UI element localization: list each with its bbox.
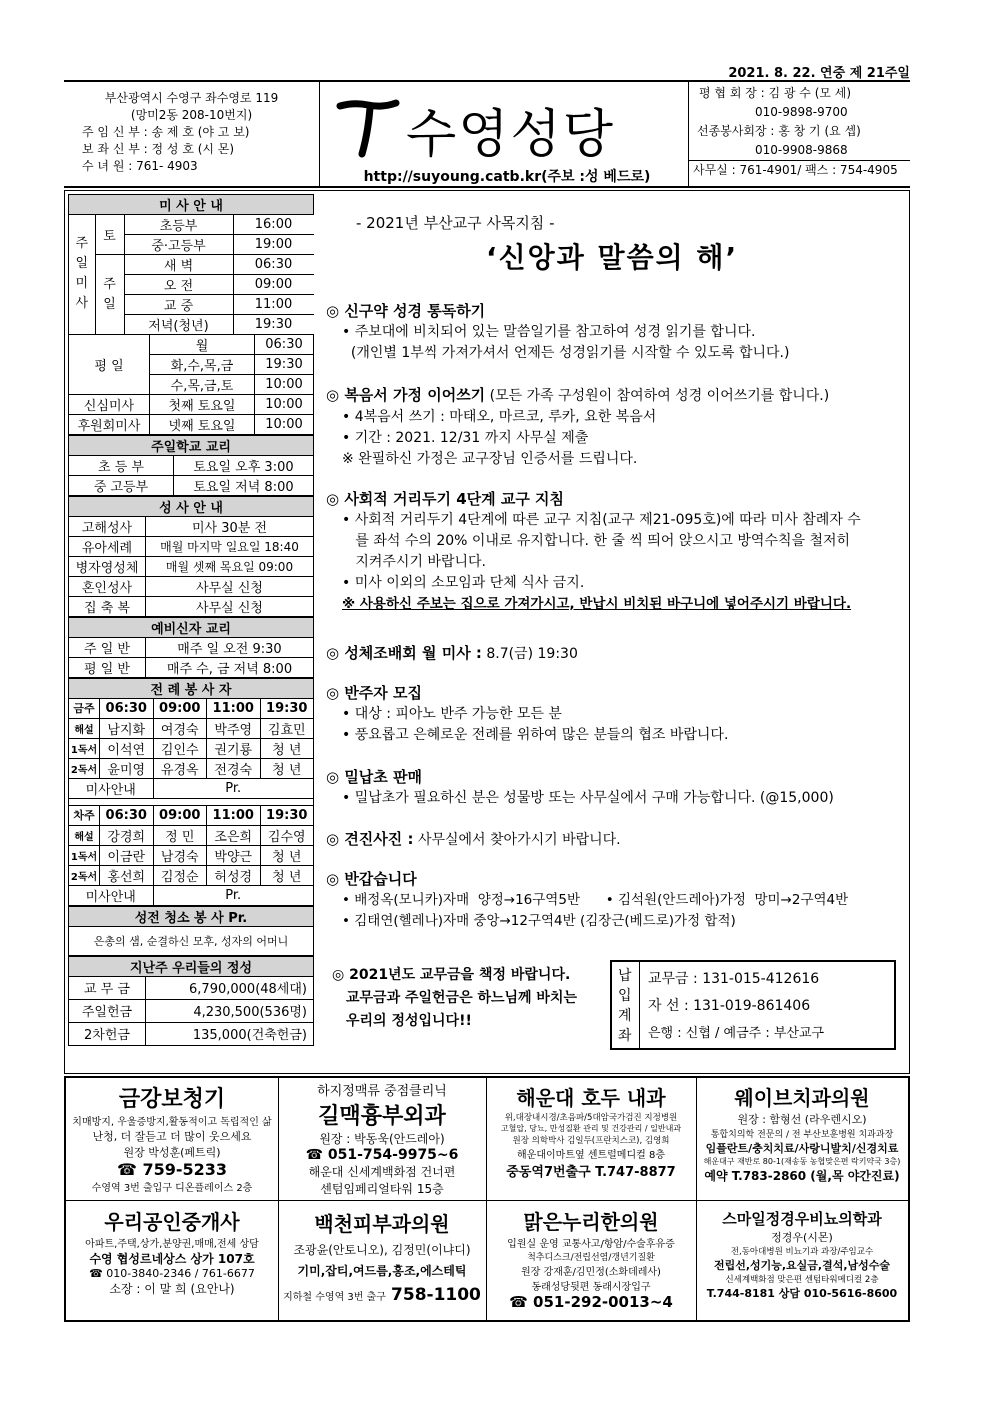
sacrament-table <box>68 496 314 617</box>
ad-line: 통합치의학 전문의 / 전 부산보훈병원 치과과장 <box>710 1130 894 1140</box>
date-line: 2021. 8. 22. 연중 제 21주일 <box>728 66 910 81</box>
ad-line: 정경우(시몬) <box>771 1231 833 1244</box>
bulletin-note: ※ 사용하신 주보는 집으로 가져가시고, 반납시 비치된 바구니에 넣어주시기 바랍니다. <box>342 596 852 612</box>
liturgy-head: 금주 <box>69 698 100 718</box>
ad-line: 신세계백화점 맞은편 센텀타워메디컬 2층 <box>725 1275 879 1285</box>
ads-area <box>64 1076 910 1322</box>
ad-line: 위,대장내시경/초음파/5대암국가검진 지정병원 <box>504 1113 678 1123</box>
main-content <box>326 200 906 1070</box>
cleaning-text: 은총의 샘, 순결하신 모후, 성자의 어머니 <box>69 926 314 955</box>
sacrament-name: 집 축 복 <box>69 596 146 616</box>
church-name: 수영성당 <box>406 105 615 165</box>
contact-line: 010-9908-9868 <box>755 143 848 157</box>
ad-line: 원장 강재훈/김민정(소화데레사) <box>521 1267 661 1278</box>
section-line: (개인별 1부씩 가져가셔서 언제든 성경읽기를 시작할 수 있도록 합니다.) <box>342 345 790 361</box>
section-line: • 풍요롭고 은혜로운 전례를 위하여 많은 분들의 협조 바랍니다. <box>342 727 729 743</box>
section-confirmation <box>326 828 906 851</box>
liturgy-person: 조은희 <box>207 825 261 845</box>
offering-type: 2차헌금 <box>69 1022 146 1045</box>
ad-title: 우리공인중개사 <box>104 1210 240 1234</box>
liturgy-role: 2독서 <box>69 758 100 778</box>
sunday-label: 주 일 <box>95 255 124 335</box>
ad-wave <box>696 1078 908 1201</box>
liturgy-person: 정 민 <box>153 825 207 845</box>
offering-title: 지난주 우리들의 정성 <box>69 956 314 976</box>
liturgy-person: 청 년 <box>260 845 314 865</box>
ad-line: 동래성당뒷편 동래시장입구 <box>531 1282 651 1293</box>
mass-title: 미 사 안 내 <box>69 195 314 215</box>
weekday-label: 평 일 <box>69 334 150 394</box>
liturgy-person: 이금란 <box>100 845 154 865</box>
sunday-school-title: 주일학교 교리 <box>69 435 314 455</box>
ad-title: 금강보청기 <box>118 1087 226 1112</box>
liturgy-title: 전 례 봉 사 자 <box>69 678 314 698</box>
sacrament-info: 매월 마지막 일요일 18:40 <box>146 536 314 556</box>
section-line: • 미사 이외의 소모임과 단체 식사 금지. <box>342 575 585 591</box>
liturgy-table <box>68 678 314 906</box>
ad-title: 맑은누리한의원 <box>523 1210 659 1234</box>
sacrament-info: 미사 30분 전 <box>146 516 314 536</box>
liturgy-person: 김인수 <box>153 738 207 758</box>
ad-phone: ☎ 759-5233 <box>116 1160 228 1179</box>
offering-reminder <box>332 964 602 1033</box>
sacrament-name: 유아세례 <box>69 536 146 556</box>
pastoral-title: ‘신앙과 말씀의 해’ <box>486 241 739 274</box>
guide-label: 미사안내 <box>69 778 154 798</box>
liturgy-person: 유경옥 <box>153 758 207 778</box>
liturgy-person: 김효민 <box>260 718 314 738</box>
section-title: 사회적 거리두기 4단계 교구 지침 <box>344 490 565 508</box>
ad-line: 입원실 운영 교통사고/항암/수술후유증 <box>507 1239 675 1250</box>
school-group: 초 등 부 <box>69 455 174 475</box>
section-line: • 4복음서 쓰기 : 마태오, 마르코, 루카, 요한 복음서 <box>342 409 657 425</box>
liturgy-head: 09:00 <box>153 698 207 718</box>
mass-name: 저녁(청년) <box>124 315 233 335</box>
ad-line: 원장 의학박사 김일두(프란치스코), 김영희 <box>512 1136 670 1146</box>
section-extra: 8.7(금) 19:30 <box>481 646 578 662</box>
mass-time: 11:00 <box>233 295 314 315</box>
liturgy-person: 권기룡 <box>207 738 261 758</box>
mass-time: 19:30 <box>233 315 314 335</box>
contact-line: 010-9898-9700 <box>755 105 848 119</box>
logo <box>326 86 688 165</box>
ad-line: 아파트,주택,상가,분양권,매매,전세 상담 <box>85 1239 259 1250</box>
mass-name: 새 벽 <box>124 255 233 275</box>
ad-gilmaek <box>278 1078 487 1201</box>
website-url[interactable]: http://suyoung.catb.kr(주보 :성 베드로) <box>363 169 651 185</box>
sunday-mass-label: 주 일 미 사 <box>69 215 96 335</box>
ad-realty <box>66 1200 279 1320</box>
staff-row: 주 임 신 부 : 송 제 호 (야 고 보) <box>82 125 250 139</box>
school-time: 토요일 오후 3:00 <box>174 455 314 475</box>
mass-time: 10:00 <box>255 394 314 414</box>
mass-name: 첫째 토요일 <box>150 394 255 414</box>
ad-line: 전,동아대병원 비뇨기과 과장/주임교수 <box>730 1247 874 1257</box>
section-gospel <box>326 384 906 470</box>
mass-time: 10:00 <box>255 374 314 394</box>
bullet-icon: ◎ <box>326 490 345 508</box>
mass-time: 06:30 <box>255 334 314 354</box>
ad-line: 원장 박성훈(페트릭) <box>123 1146 221 1159</box>
liturgy-head: 11:00 <box>207 805 261 825</box>
ad-line: 전립선,성기능,요실금,결석,남성수술 <box>713 1259 891 1272</box>
ad-line: 원장 : 박동욱(안드레아) <box>319 1132 445 1146</box>
catechumen-class: 평 일 반 <box>69 657 146 677</box>
cross-logo-icon <box>334 88 404 158</box>
liturgy-head: 19:30 <box>260 805 314 825</box>
ad-haeundae <box>486 1078 697 1201</box>
catechumen-table <box>68 617 314 678</box>
liturgy-role: 2독서 <box>69 865 100 885</box>
bullet-icon: ◎ <box>326 768 345 786</box>
section-welcome <box>326 868 906 932</box>
guide-label: 미사안내 <box>69 885 154 905</box>
reminder-line: 교무금과 주일헌금은 하느님께 바치는 <box>346 990 578 1006</box>
section-line: • 사회적 거리두기 4단계에 따른 교구 지침(교구 제21-095호)에 따라 미사 참례자 수 <box>342 512 861 528</box>
ad-line: 조광윤(안토니오), 김정민(이냐디) <box>293 1243 471 1257</box>
liturgy-head: 06:30 <box>100 805 154 825</box>
mass-time: 06:30 <box>233 255 314 275</box>
sunday-school-table <box>68 435 314 496</box>
mass-time: 09:00 <box>233 275 314 295</box>
liturgy-person: 청 년 <box>260 865 314 885</box>
ad-phone: ☎ 051-754-9975~6 <box>305 1147 459 1163</box>
liturgy-person: 청 년 <box>260 758 314 778</box>
ad-baekcheon <box>278 1200 487 1320</box>
liturgy-person: 강경희 <box>100 825 154 845</box>
mass-name: 월 <box>150 334 255 354</box>
section-title: 견진사진 : <box>344 830 414 848</box>
section-adoration <box>326 642 906 665</box>
ad-line: 하지정맥류 중점클리닉 <box>317 1084 447 1099</box>
section-title: 신구약 성경 통독하기 <box>344 302 486 320</box>
ad-phone: T.744-8181 상담 010-5616-8600 <box>706 1287 898 1300</box>
liturgy-person: 김수영 <box>260 825 314 845</box>
school-time: 토요일 저녁 8:00 <box>174 475 314 495</box>
liturgy-person: 윤미영 <box>100 758 154 778</box>
weekday-mass-table <box>68 334 314 435</box>
mass-name: 수,목,금,토 <box>150 374 255 394</box>
liturgy-head: 06:30 <box>100 698 154 718</box>
ad-title: 해운대 호두 내과 <box>516 1086 666 1110</box>
mass-name: 초등부 <box>124 215 233 235</box>
sacrament-info: 사무실 신청 <box>146 576 314 596</box>
section-title: 성체조배회 월 미사 : <box>344 644 482 662</box>
sacrament-name: 병자영성체 <box>69 556 146 576</box>
sacrament-title: 성 사 안 내 <box>69 496 314 516</box>
header-bar <box>64 80 910 188</box>
church-address: 부산광역시 수영구 좌수영로 119 <box>104 91 279 105</box>
section-line: 를 좌석 수의 20% 이내로 유지합니다. 한 줄 씩 띄어 앉으시고 방역수칙을 철저히 <box>342 533 851 549</box>
liturgy-person: 남지화 <box>100 718 154 738</box>
bullet-icon: ◎ <box>326 830 345 848</box>
saturday-label: 토 <box>95 215 124 255</box>
header-right <box>688 82 910 186</box>
offering-amount: 135,000(건축헌금) <box>146 1022 314 1045</box>
section-title: 반주자 모집 <box>344 684 422 702</box>
ad-phone: 중동역7번출구 T.747-8877 <box>506 1165 676 1180</box>
contact-line: 평 협 회 장 : 김 광 수 (모 세) <box>699 86 852 100</box>
mass-time: 10:00 <box>255 414 314 434</box>
section-line: 지켜주시기 바랍니다. <box>342 554 486 570</box>
pastoral-subtitle: - 2021년 부산교구 사목지침 - <box>356 214 555 232</box>
ad-line: 수영 협성르네상스 상가 107호 <box>89 1252 255 1266</box>
bullet-icon: ◎ <box>326 684 345 702</box>
ad-phone: 예약 T.783-2860 (월,목 야간진료) <box>704 1169 900 1183</box>
section-line: • 밀납초가 필요하신 분은 성물방 또는 사무실에서 구매 가능합니다. (@15,000) <box>342 790 834 806</box>
bullet-icon: ◎ <box>326 644 345 662</box>
section-title: 복음서 가정 이어쓰기 <box>344 386 486 404</box>
mass-table <box>68 194 314 335</box>
mass-name: 오 전 <box>124 275 233 295</box>
guide-value: Pr. <box>153 885 314 905</box>
sinsim-label: 신심미사 <box>69 394 150 414</box>
ad-geumgang <box>66 1078 279 1201</box>
liturgy-person: 이석연 <box>100 738 154 758</box>
mass-name: 교 중 <box>124 295 233 315</box>
mass-time: 19:30 <box>255 354 314 374</box>
section-line: • 배정옥(모니카)자매 양정→16구역5반 • 김석원(안드레아)가정 망미→2구역4반 <box>342 892 849 908</box>
liturgy-person: 여경숙 <box>153 718 207 738</box>
guide-value: Pr. <box>153 778 314 798</box>
catechumen-time: 매주 일 오전 9:30 <box>146 637 314 657</box>
ad-smile <box>696 1200 908 1320</box>
offering-type: 교 무 금 <box>69 976 146 999</box>
ad-line: 해운대 신세계백화점 건너편 <box>308 1165 456 1179</box>
offering-table <box>68 956 314 1046</box>
liturgy-person: 박주영 <box>207 718 261 738</box>
bullet-icon: ◎ <box>326 870 345 888</box>
section-bible <box>326 300 906 364</box>
liturgy-person: 홍선희 <box>100 865 154 885</box>
mass-name: 중·고등부 <box>124 235 233 255</box>
ad-phone: ☎ 051-292-0013~4 <box>509 1293 673 1311</box>
ad-phone: ☎ 010-3840-2346 / 761-6677 <box>89 1267 255 1280</box>
staff-row: 수 녀 원 : 761- 4903 <box>82 159 198 173</box>
header-left <box>64 82 320 186</box>
payment-line: 자 선 : 131-019-861406 <box>648 998 811 1014</box>
payment-line: 교무금 : 131-015-412616 <box>648 971 820 987</box>
liturgy-head: 19:30 <box>260 698 314 718</box>
ad-line: 센텀임페리얼타워 15층 <box>320 1182 444 1196</box>
bullet-icon: ◎ <box>326 302 345 320</box>
catechumen-class: 주 일 반 <box>69 637 146 657</box>
ad-phone: 758-1100 <box>391 1285 481 1305</box>
liturgy-role: 1독서 <box>69 738 100 758</box>
mass-name: 넷째 토요일 <box>150 414 255 434</box>
ad-line: 임플란트/충치치료/사랑니발치/신경치료 <box>705 1142 899 1155</box>
section-title: 밀납초 판매 <box>344 768 422 786</box>
payment-line: 은행 : 신협 / 예금주 : 부산교구 <box>648 1026 825 1041</box>
mass-name: 화,수,목,금 <box>150 354 255 374</box>
ad-title: 스마일정경우비뇨의학과 <box>722 1210 882 1228</box>
liturgy-head: 11:00 <box>207 698 261 718</box>
catechumen-title: 예비신자 교리 <box>69 617 314 637</box>
sacrament-info: 사무실 신청 <box>146 596 314 616</box>
contact-line: 선종봉사회장 : 홍 창 기 (요 셉) <box>697 124 861 138</box>
liturgy-person: 허성경 <box>207 865 261 885</box>
section-line: • 김태연(헬레나)자매 중앙→12구역4반 (김장근(베드로)가정 합적) <box>342 913 736 929</box>
payment-details <box>648 966 824 1047</box>
liturgy-person: 전경숙 <box>207 758 261 778</box>
sidebar <box>68 194 316 1046</box>
liturgy-head: 차주 <box>69 805 100 825</box>
section-line: • 기간 : 2021. 12/31 까지 사무실 제출 <box>342 430 589 446</box>
section-line: ※ 완필하신 가정은 교구장님 인증서를 드립니다. <box>342 451 638 467</box>
mass-time: 16:00 <box>233 215 314 235</box>
bullet-icon: ◎ <box>326 386 345 404</box>
sacrament-name: 혼인성사 <box>69 576 146 596</box>
ad-line: 수영역 3번 출입구 디온플레이스 2층 <box>91 1183 253 1194</box>
liturgy-head: 09:00 <box>153 805 207 825</box>
section-line: • 대상 : 피아노 반주 가능한 모든 분 <box>342 706 562 722</box>
liturgy-role: 해설 <box>69 825 100 845</box>
liturgy-person: 남경숙 <box>153 845 207 865</box>
ad-line: 고혈압, 당뇨, 만성질환 관리 및 건강관리 / 일반내과 <box>500 1124 682 1133</box>
reminder-line: 우리의 정성입니다!! <box>346 1013 472 1029</box>
payment-box <box>610 960 896 1050</box>
ad-title: 백천피부과의원 <box>314 1212 450 1236</box>
reminder-line: ◎ 2021년도 교무금을 책정 바랍니다. <box>332 967 571 983</box>
offering-type: 주일헌금 <box>69 999 146 1022</box>
section-accompanist <box>326 682 906 746</box>
ad-line: 척추디스크/전립선염/갱년기질환 <box>527 1253 655 1263</box>
ad-line: 치매방지, 우울증방지,활동적이고 독립적인 삶 <box>72 1117 272 1128</box>
ad-line: 원장 : 함형선 (라우렌시오) <box>737 1113 867 1126</box>
liturgy-person: 청 년 <box>260 738 314 758</box>
ad-line: 지하철 수영역 3번 출구 <box>283 1292 386 1303</box>
cleaning-table <box>68 906 314 956</box>
section-extra: (모든 가족 구성원이 참여하여 성경 이어쓰기를 합니다.) <box>485 388 830 404</box>
ad-line: 난청, 더 잘듣고 더 많이 웃으세요 <box>92 1130 252 1143</box>
offering-amount: 4,230,500(536명) <box>146 999 314 1022</box>
payment-label: 납입계좌 <box>612 962 640 1048</box>
section-line: • 주보대에 비치되어 있는 말씀일기를 참고하여 성경 읽기를 합니다. <box>342 324 756 340</box>
staff-row: 보 좌 신 부 : 정 성 호 (시 몬) <box>82 142 235 156</box>
sacrament-info: 매월 셋째 목요일 09:00 <box>146 556 314 576</box>
section-extra: 사무실에서 찾아가시기 바랍니다. <box>413 832 621 848</box>
school-group: 중 고등부 <box>69 475 174 495</box>
huwon-label: 후원회미사 <box>69 414 150 434</box>
ad-title: 길맥흉부외과 <box>318 1104 446 1129</box>
ad-malgeun <box>486 1200 697 1320</box>
liturgy-person: 김정순 <box>153 865 207 885</box>
section-candle <box>326 766 906 809</box>
church-address-detail: (망미2동 208-10번지) <box>130 108 253 122</box>
catechumen-time: 매주 수, 금 저녁 8:00 <box>146 657 314 677</box>
ad-title: 웨이브치과의원 <box>734 1086 870 1110</box>
ad-line: 기미,잡티,여드름,홍조,에스테틱 <box>297 1264 467 1278</box>
cleaning-title: 성전 청소 봉 사 Pr. <box>69 906 314 926</box>
ad-line: 소장 : 이 말 희 (요안나) <box>109 1282 235 1296</box>
section-distancing <box>326 488 906 615</box>
section-title: 반갑습니다 <box>344 870 417 888</box>
mass-time: 19:00 <box>233 235 314 255</box>
offering-amount: 6,790,000(48세대) <box>146 976 314 999</box>
office-line: 사무실 : 761-4901/ 팩스 : 754-4905 <box>689 160 910 180</box>
liturgy-role: 1독서 <box>69 845 100 865</box>
liturgy-person: 박양근 <box>207 845 261 865</box>
sacrament-name: 고해성사 <box>69 516 146 536</box>
ad-line: 해운대구 재반로 80-1(재송동 농협맞은편 락키약국 3층) <box>703 1157 901 1166</box>
liturgy-role: 해설 <box>69 718 100 738</box>
ad-line: 해운대이마트옆 센트럴메디컬 8층 <box>517 1150 665 1161</box>
